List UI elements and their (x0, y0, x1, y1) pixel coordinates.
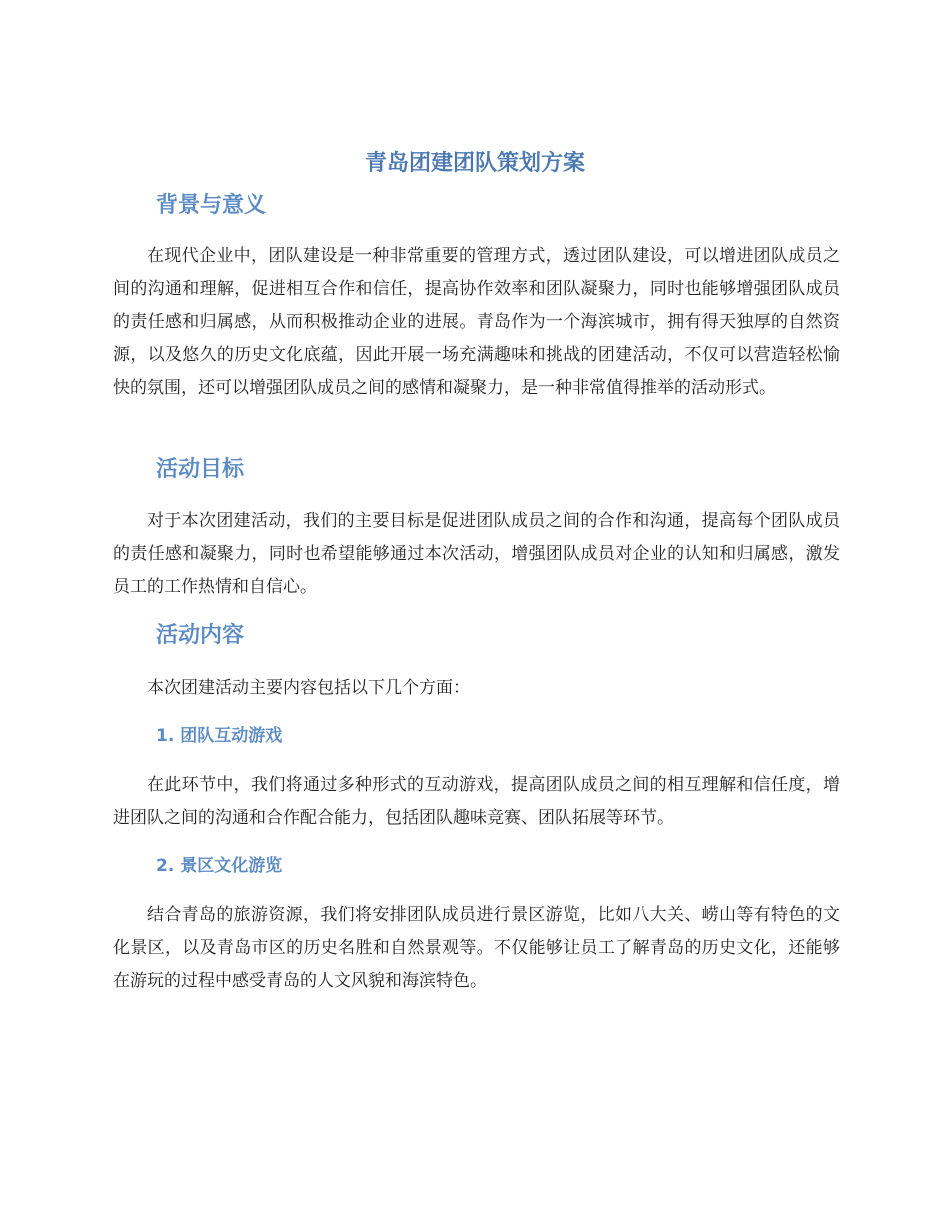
section-paragraph-background: 在现代企业中，团队建设是一种非常重要的管理方式，透过团队建设，可以增进团队成员之间的沟通和理解，促进相互合作和信任，提高协作效率和团队凝聚力，同时也能够增强团队成员的责任感和归属感，从而积极推动企业的进展。青岛作为一个海滨城市，拥有得天独厚的自然资源，以及悠久的历史文化底蕴，因此开展一场充满趣味和挑战的团建活动，不仅可以营造轻松愉快的氛围，还可以增强团队成员之间的感情和凝聚力，是一种非常值得推举的活动形式。 (113, 246, 840, 398)
section-paragraph-goals: 对于本次团建活动，我们的主要目标是促进团队成员之间的合作和沟通，提高每个团队成员的责任感和凝聚力，同时也希望能够通过本次活动，增强团队成员对企业的认知和归属感，激发员工的工作热情和自信心。 (113, 511, 840, 597)
section-paragraph-content-intro: 本次团建活动主要内容包括以下几个方面： (147, 678, 470, 698)
subsection-heading-team-games: 1. 团队互动游戏 (156, 726, 283, 746)
section-heading-goals: 活动目标 (156, 457, 245, 482)
subsection-paragraph-team-games: 在此环节中，我们将通过多种形式的互动游戏，提高团队成员之间的相互理解和信任度，增进团队之间的沟通和合作配合能力，包括团队趣味竞赛、团队拓展等环节。 (113, 775, 840, 828)
section-heading-content: 活动内容 (156, 623, 245, 648)
document-title: 青岛团建团队策划方案 (364, 151, 585, 176)
subsection-heading-scenic-tour: 2. 景区文化游览 (156, 856, 283, 876)
section-heading-background: 背景与意义 (156, 193, 267, 218)
subsection-paragraph-scenic-tour: 结合青岛的旅游资源，我们将安排团队成员进行景区游览，比如八大关、崂山等有特色的文化景区，以及青岛市区的历史名胜和自然景观等。不仅能够让员工了解青岛的历史文化，还能够在游玩的过程中感受青岛的人文风貌和海滨特色。 (113, 905, 840, 991)
